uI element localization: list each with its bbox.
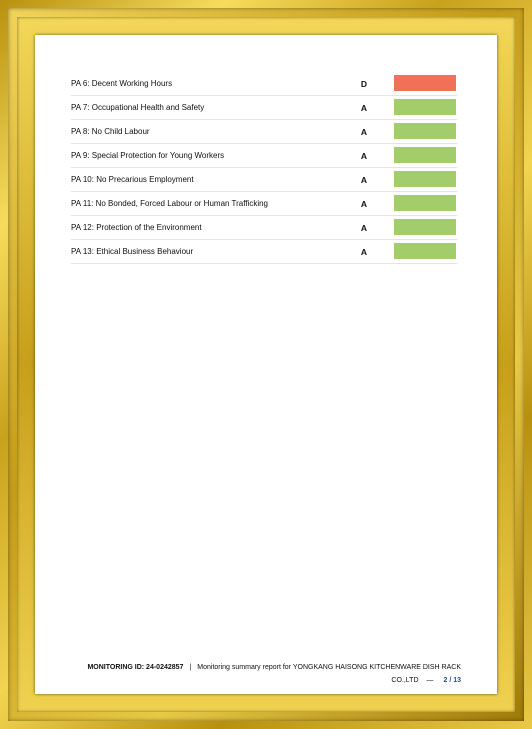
footer-line-1 [35,661,461,674]
pa-grade: A [360,126,368,137]
pa-label: PA 11: No Bonded, Forced Labour or Human Trafficking [71,199,268,208]
pa-grade: D [360,78,368,89]
pa-rating-bar [394,75,456,91]
page-footer [35,661,461,687]
pa-label: PA 13: Ethical Business Behaviour [71,247,194,256]
pa-rating-bar [394,243,456,259]
footer-separator: | [189,664,192,671]
pa-label: PA 10: No Precarious Employment [71,175,194,184]
pa-grade: A [360,246,368,257]
pa-rating-bar [394,195,456,211]
pa-label: PA 9: Special Protection for Young Workers [71,151,225,160]
pa-row [71,120,457,144]
pa-rating-bar [394,219,456,235]
pa-label: PA 12: Protection of the Environment [71,223,202,232]
pa-label: PA 7: Occupational Health and Safety [71,103,205,112]
pa-rating-bar [394,171,456,187]
pa-label: PA 8: No Child Labour [71,127,150,136]
page-number: 2 / 13 [443,677,461,684]
company-suffix: CO.,LTD [391,677,419,684]
pa-row [71,240,457,264]
pa-rating-bar [394,147,456,163]
pa-row [71,168,457,192]
performance-area-list [71,72,457,264]
footer-line-2 [35,674,461,687]
pa-grade: A [360,174,368,185]
pa-rating-bar [394,99,456,115]
footer-dash: — [426,677,434,684]
document-page [35,35,497,694]
report-title: Monitoring summary report for YONGKANG HAISONG KITCHENWARE DISH RACK [197,664,461,671]
pa-grade: A [360,222,368,233]
pa-row [71,216,457,240]
pa-row [71,96,457,120]
pa-row [71,72,457,96]
pa-row [71,192,457,216]
pa-rating-bar [394,123,456,139]
pa-label: PA 6: Decent Working Hours [71,79,173,88]
pa-grade: A [360,198,368,209]
pa-row [71,144,457,168]
pa-grade: A [360,102,368,113]
pa-grade: A [360,150,368,161]
monitoring-id: MONITORING ID: 24-0242857 [87,664,184,671]
